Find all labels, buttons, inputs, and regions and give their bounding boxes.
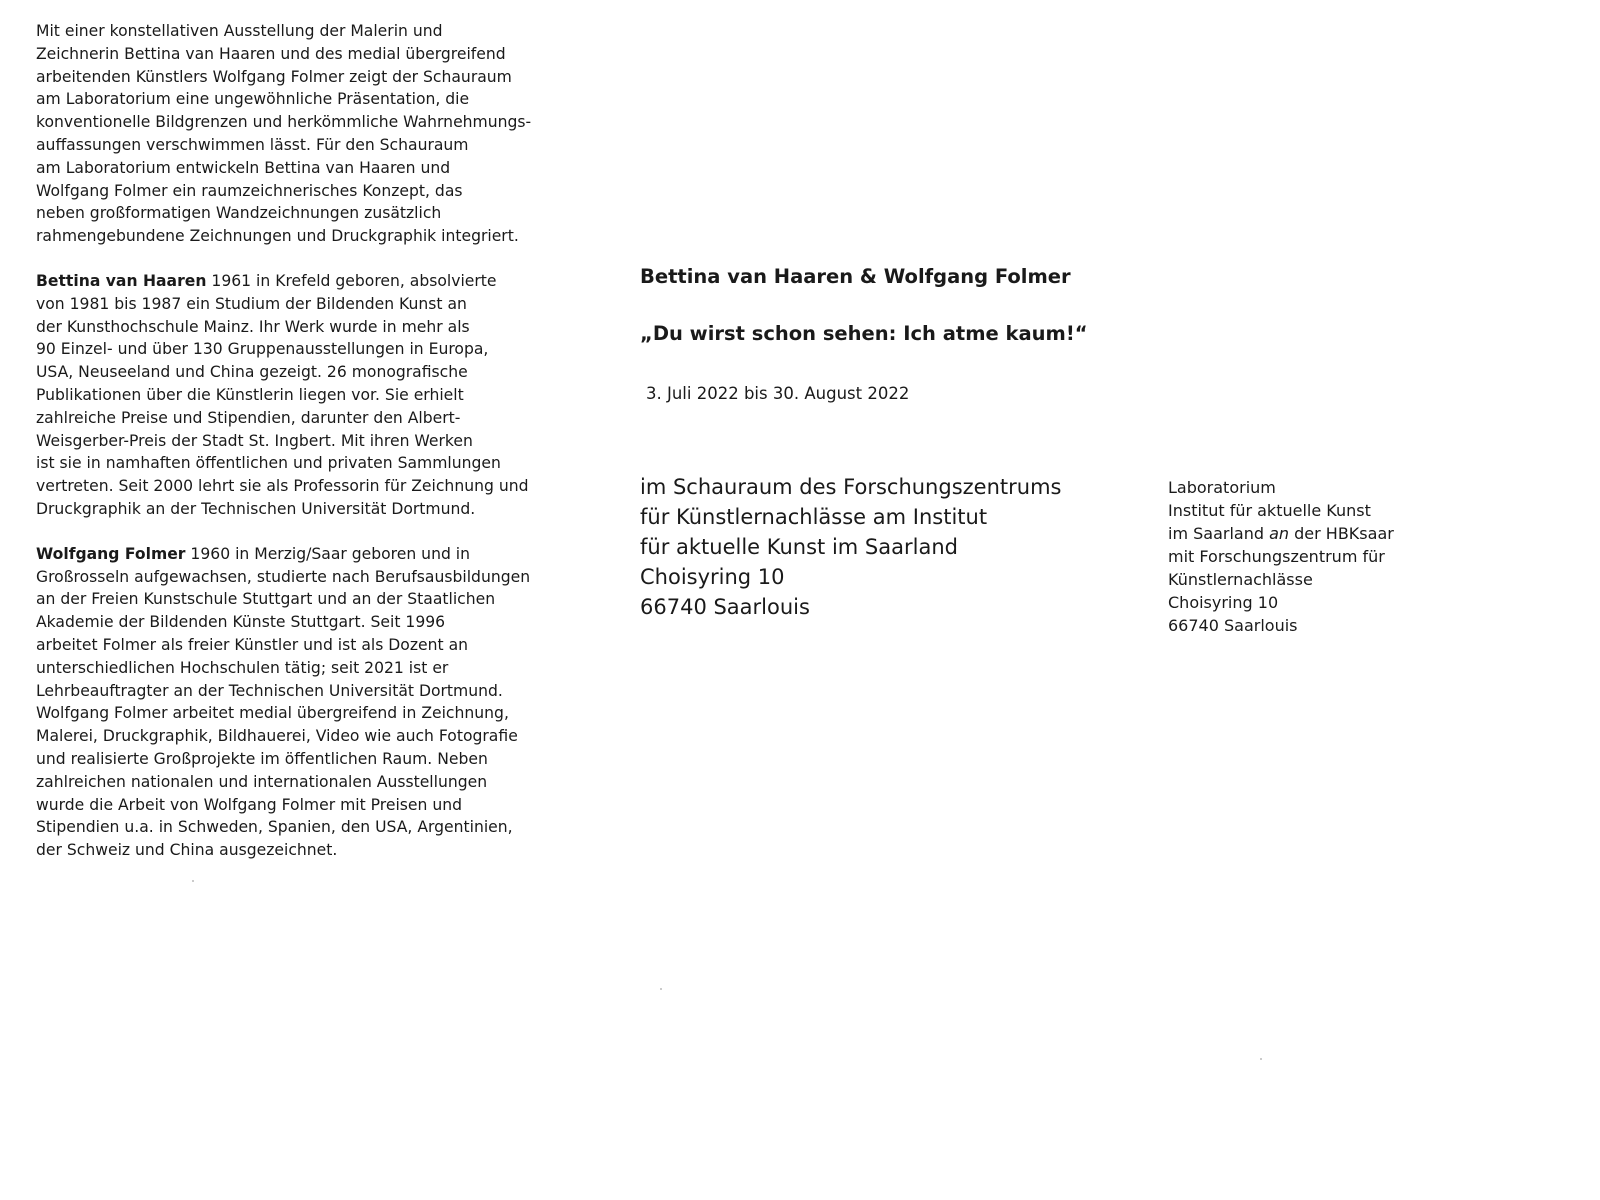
- intro-line: arbeitenden Künstlers Wolfgang Folmer zeigt der Schauraum: [36, 67, 512, 86]
- address-line: mit Forschungszentrum für: [1168, 547, 1385, 566]
- bio-folmer-line: der Schweiz und China ausgezeichnet.: [36, 841, 338, 860]
- bio-folmer-line: Lehrbeauftragter an der Technischen Universität Dortmund.: [36, 681, 503, 700]
- address-line: Laboratorium: [1168, 478, 1276, 497]
- bio-haaren-first-line-rest: 1961 in Krefeld geboren, absolvierte: [206, 271, 497, 290]
- scan-speck: [1260, 1058, 1262, 1060]
- bio-haaren-line: Publikationen über die Künstlerin liegen vor. Sie erhielt: [36, 385, 464, 404]
- bio-haaren-line: von 1981 bis 1987 ein Studium der Bildenden Kunst an: [36, 294, 467, 313]
- bio-folmer-paragraph: [36, 543, 556, 862]
- intro-line: konventionelle Bildgrenzen und herkömmliche Wahrnehmungs-: [36, 113, 532, 132]
- address-line: [1168, 522, 1394, 545]
- scan-speck: [660, 988, 662, 990]
- intro-line: am Laboratorium entwickeln Bettina van Haaren und: [36, 158, 451, 177]
- intro-line: auffassungen verschwimmen lässt. Für den Schauraum: [36, 135, 469, 154]
- bio-folmer-line: Stipendien u.a. in Schweden, Spanien, den USA, Argentinien,: [36, 818, 513, 837]
- address-line: Choisyring 10: [1168, 593, 1279, 612]
- address-line: 66740 Saarlouis: [1168, 616, 1298, 635]
- address-block: [1168, 476, 1394, 637]
- bio-folmer-line: zahlreichen nationalen und internationalen Ausstellungen: [36, 772, 488, 791]
- venue-block: [640, 472, 1061, 622]
- bio-folmer-first-line: [36, 543, 556, 566]
- bio-folmer-line: Wolfgang Folmer arbeitet medial übergreifend in Zeichnung,: [36, 704, 509, 723]
- bio-folmer-line: arbeitet Folmer als freier Künstler und ist als Dozent an: [36, 635, 469, 654]
- bio-haaren-line: USA, Neuseeland und China gezeigt. 26 monografische: [36, 363, 468, 382]
- bio-folmer-line: Malerei, Druckgraphik, Bildhauerei, Video wie auch Fotografie: [36, 727, 518, 746]
- bio-haaren-line: der Kunsthochschule Mainz. Ihr Werk wurde in mehr als: [36, 317, 470, 336]
- bio-folmer-line: unterschiedlichen Hochschulen tätig; seit 2021 ist er: [36, 658, 449, 677]
- venue-line: im Schauraum des Forschungszentrums: [640, 475, 1062, 499]
- exhibition-title: „Du wirst schon sehen: Ich atme kaum!“: [640, 322, 1088, 345]
- venue-line: 66740 Saarlouis: [640, 595, 810, 619]
- bio-folmer-line: wurde die Arbeit von Wolfgang Folmer mit Preisen und: [36, 795, 463, 814]
- intro-line: am Laboratorium eine ungewöhnliche Präsentation, die: [36, 90, 470, 109]
- venue-line: für Künstlernachlässe am Institut: [640, 505, 988, 529]
- address-line: Künstlernachlässe: [1168, 570, 1313, 589]
- bio-haaren-line: Druckgraphik an der Technischen Universität Dortmund.: [36, 499, 476, 518]
- address-line3-end: der HBKsaar: [1289, 524, 1394, 543]
- bio-haaren-line: Weisgerber-Preis der Stadt St. Ingbert. Mit ihren Werken: [36, 431, 473, 450]
- address-line3-italic: an: [1269, 524, 1290, 543]
- exhibition-dates: 3. Juli 2022 bis 30. August 2022: [646, 384, 910, 403]
- bio-folmer-name: Wolfgang Folmer: [36, 544, 186, 563]
- intro-line: Mit einer konstellativen Ausstellung der Malerin und: [36, 22, 443, 40]
- bio-haaren-line: vertreten. Seit 2000 lehrt sie als Professorin für Zeichnung und: [36, 477, 529, 496]
- venue-line: Choisyring 10: [640, 565, 785, 589]
- bio-folmer-line: und realisierte Großprojekte im öffentlichen Raum. Neben: [36, 749, 488, 768]
- bio-haaren-line: zahlreiche Preise und Stipendien, darunter den Albert-: [36, 408, 461, 427]
- bio-haaren-paragraph: [36, 270, 556, 521]
- intro-line: Wolfgang Folmer ein raumzeichnerisches Konzept, das: [36, 181, 463, 200]
- intro-paragraph: [36, 20, 556, 248]
- intro-line: rahmengebundene Zeichnungen und Druckgraphik integriert.: [36, 227, 519, 246]
- exhibition-artists: Bettina van Haaren & Wolfgang Folmer: [640, 265, 1071, 288]
- bio-folmer-line: an der Freien Kunstschule Stuttgart und an der Staatlichen: [36, 590, 496, 609]
- exhibition-title-block: [640, 264, 1160, 405]
- address-line3-start: im Saarland: [1168, 524, 1270, 543]
- intro-line: Zeichnerin Bettina van Haaren und des medial übergreifend: [36, 44, 506, 63]
- bio-haaren-line: ist sie in namhaften öffentlichen und privaten Sammlungen: [36, 454, 501, 473]
- bio-haaren-line: 90 Einzel- und über 130 Gruppenausstellungen in Europa,: [36, 340, 489, 359]
- address-line: Institut für aktuelle Kunst: [1168, 501, 1371, 520]
- venue-line: für aktuelle Kunst im Saarland: [640, 535, 958, 559]
- intro-line: neben großformatigen Wandzeichnungen zusätzlich: [36, 204, 442, 223]
- bio-folmer-line: Großrosseln aufgewachsen, studierte nach Berufsausbildungen: [36, 567, 531, 586]
- bio-haaren-name: Bettina van Haaren: [36, 271, 207, 290]
- scan-speck: [192, 880, 194, 882]
- bio-folmer-line: Akademie der Bildenden Künste Stuttgart. Seit 1996: [36, 613, 446, 632]
- bio-haaren-first-line: [36, 270, 556, 293]
- left-text-column: [36, 20, 556, 884]
- bio-folmer-first-line-rest: 1960 in Merzig/Saar geboren und in: [185, 544, 471, 563]
